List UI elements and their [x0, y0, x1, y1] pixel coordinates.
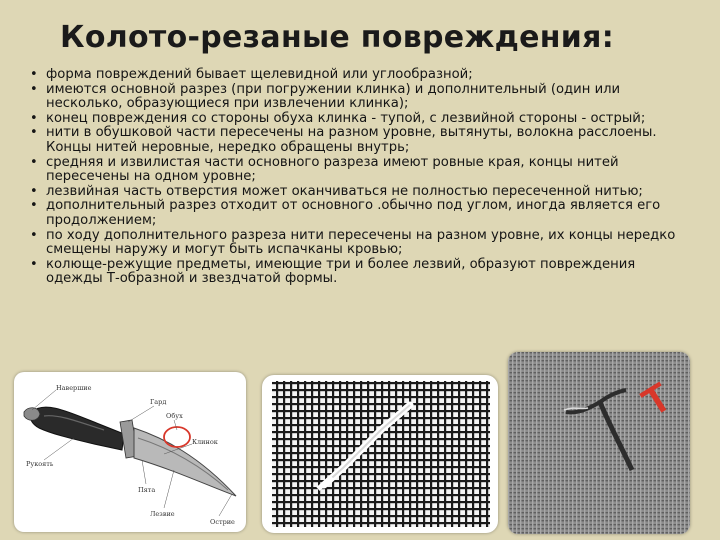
list-item-text: дополнительный разрез отходит от основного .обычно под углом, иногда является его продолжением;: [46, 198, 661, 228]
fabric-weave-image: [262, 375, 498, 533]
list-item: [28, 83, 688, 112]
bullet-icon: •: [30, 81, 38, 97]
list-item-text: конец повреждения со стороны обуха клинка - тупой, с лезвийной стороны - острый;: [46, 110, 646, 126]
list-item-text: имеются основной разрез (при погружении клинка) и дополнительный (один или несколько, образующиеся при извлечении клинка);: [46, 81, 621, 112]
knife-label-blade: Лезвие: [150, 510, 175, 518]
list-item: [28, 126, 688, 155]
bullet-icon: •: [30, 154, 38, 170]
knife-label-blade-side: Клинок: [192, 438, 218, 446]
list-item-text: нити в обушковой части пересечены на разном уровне, вытянуты, волокна расслоены. Концы нитей неровные, нередко обращены внутрь;: [46, 125, 657, 155]
knife-label-handle: Рукоять: [26, 460, 54, 468]
knife-label-spine: Пята: [138, 486, 156, 494]
list-item-text: по ходу дополнительного разреза нити пересечены на разном уровне, их концы нередко смещены наружу и могут быть испачканы кровью;: [46, 227, 676, 258]
bullet-icon: •: [30, 125, 38, 141]
fabric-damage-photo-1: [262, 375, 498, 533]
t-shape-marker: Т: [634, 374, 679, 426]
list-item: [28, 68, 688, 83]
t-shaped-damage-image: [508, 352, 690, 534]
list-item: [28, 199, 688, 228]
list-item-text: форма повреждений бывает щелевидной или углообразной;: [46, 67, 473, 82]
knife-label-guard: Гард: [150, 398, 167, 406]
list-item-text: средняя и извилистая части основного разреза имеют ровные края, концы нитей пересечены на одном уровне;: [46, 154, 619, 185]
bullet-icon: •: [30, 198, 38, 214]
fabric-damage-photo-2: [508, 352, 690, 534]
knife-label-obukh: Обух: [166, 412, 183, 420]
bullet-icon: •: [30, 67, 38, 82]
bullet-icon: •: [30, 110, 38, 126]
slide-title: Колото-резаные повреждения:: [60, 20, 614, 55]
bullet-icon: •: [30, 256, 38, 272]
bullet-icon: •: [30, 227, 38, 243]
list-item-text: лезвийная часть отверстия может оканчиваться не полностью пересеченной нитью;: [46, 183, 643, 199]
list-item-text: колюще-режущие предметы, имеющие три и более лезвий, образуют повреждения одежды Т-образной и звездчатой формы.: [46, 256, 636, 287]
list-item: [28, 156, 688, 185]
knife-label-pommel: Навершие: [56, 384, 92, 392]
bullet-icon: •: [30, 183, 38, 199]
knife-label-tip: Острие: [210, 518, 235, 526]
bullet-list: [28, 68, 688, 287]
list-item: [28, 258, 688, 287]
list-item: [28, 229, 688, 258]
knife-illustration: [14, 372, 246, 532]
knife-diagram: [14, 372, 246, 532]
